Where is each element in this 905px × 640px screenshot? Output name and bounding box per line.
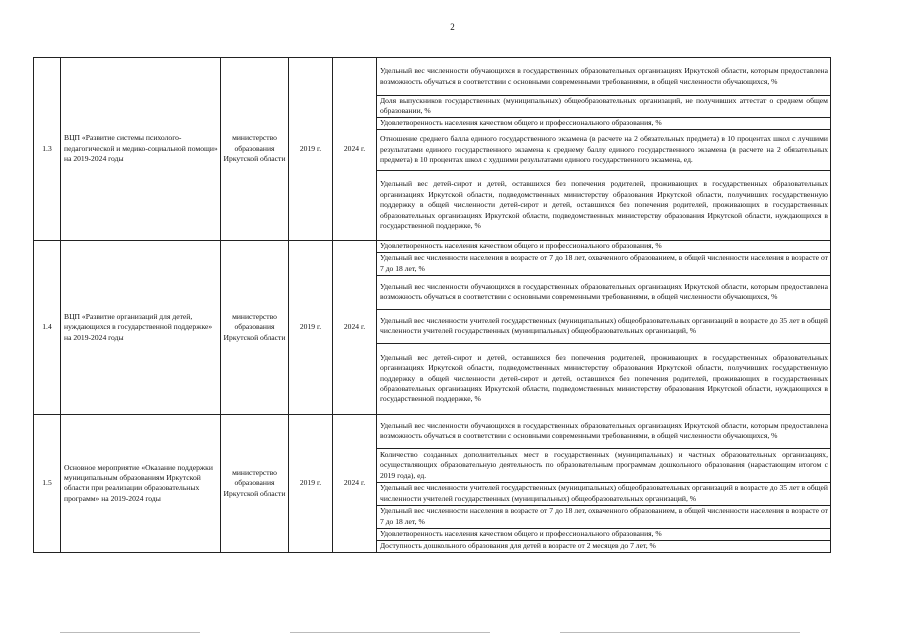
row-number: 1.3 (34, 58, 61, 241)
end-year: 2024 г. (333, 240, 377, 414)
start-year: 2019 г. (289, 240, 333, 414)
start-year: 2019 г. (289, 414, 333, 552)
indicator-text: Удовлетворенность населения качеством общего и профессионального образования, % (377, 528, 831, 540)
indicator-text: Удельный вес численности населения в возрасте от 7 до 18 лет, охваченного образованием, в общей численности населения в возрасте от 7 до 18 лет, % (377, 252, 831, 275)
row-number: 1.4 (34, 240, 61, 414)
indicator-text: Удельный вес численности обучающихся в государственных образовательных организациях Иркутской области, которым предоставлена возможность обучаться в соответствии с основными современными требованиями, в общей численности обучающихся, % (377, 414, 831, 448)
responsible-executor: министерство образования Иркутской области (221, 58, 289, 241)
indicator-row (34, 414, 831, 448)
indicator-text: Доля выпускников государственных (муниципальных) общеобразовательных организаций, не получивших аттестат о среднем общем образовании, % (377, 96, 831, 118)
indicator-text: Доступность дошкольного образования для детей в возрасте от 2 месяцев до 7 лет, % (377, 540, 831, 552)
indicator-text: Удельный вес численности обучающихся в государственных образовательных организациях Иркутской области, которым предоставлена возможность обучаться в соответствии с основными современными требованиями, в общей численности обучающихся, % (377, 58, 831, 96)
indicator-text: Удельный вес численности учителей государственных (муниципальных) общеобразовательных организаций в возрасте до 35 лет в общей численности учителей государственных (муниципальных) общеобразовательных организаций, % (377, 482, 831, 505)
indicator-text: Количество созданных дополнительных мест в государственных (муниципальных) и частных образовательных организациях, осуществляющих образовательную деятельность по образовательным программам дошкольного образования (нарастающим итогом с 2019 года), ед. (377, 448, 831, 482)
program-name: ВЦП «Развитие системы психолого-педагогической и медико-социальной помощи» на 2019-2024 годы (61, 58, 221, 241)
scan-artifact (60, 632, 200, 633)
page-number: 2 (450, 22, 455, 32)
responsible-executor: министерство образования Иркутской области (221, 414, 289, 552)
program-name: ВЦП «Развитие организаций для детей, нуждающихся в государственной поддержке» на 2019-2024 годы (61, 240, 221, 414)
indicator-text: Удельный вес детей-сирот и детей, оставшихся без попечения родителей, проживающих в государственных образовательных организациях Иркутской области, подведомственных министерству образования Иркутской области, получивших государственную поддержку в общей численности детей-сирот и детей, оставшихся без попечения родителей, проживающих в государственных образовательных организациях Иркутской области, подведомственных министерству образования Иркутской области, нуждающихся в государственной поддержке, % (377, 170, 831, 240)
responsible-executor: министерство образования Иркутской области (221, 240, 289, 414)
indicator-text: Удельный вес численности учителей государственных (муниципальных) общеобразовательных организаций в возрасте до 35 лет в общей численности учителей государственных (муниципальных) общеобразовательных организаций, % (377, 309, 831, 343)
scan-artifact (290, 632, 490, 633)
end-year: 2024 г. (333, 414, 377, 552)
program-table (33, 57, 831, 553)
indicator-row (34, 58, 831, 96)
indicator-text: Удельный вес численности населения в возрасте от 7 до 18 лет, охваченного образованием, в общей численности населения в возрасте от 7 до 18 лет, % (377, 505, 831, 528)
row-number: 1.5 (34, 414, 61, 552)
indicator-text: Удовлетворенность населения качеством общего и профессионального образования, % (377, 240, 831, 252)
scan-artifact (560, 632, 800, 633)
indicator-text: Удельный вес численности обучающихся в государственных образовательных организациях Иркутской области, которым предоставлена возможность обучаться в соответствии с основными современными требованиями, в общей численности обучающихся, % (377, 275, 831, 309)
end-year: 2024 г. (333, 58, 377, 241)
start-year: 2019 г. (289, 58, 333, 241)
indicator-row (34, 240, 831, 252)
indicator-text: Отношение среднего балла единого государственного экзамена (в расчете на 2 обязательных предмета) в 10 процентах школ с лучшими результатами единого государственного экзамена к среднему баллу единого государственного экзамена (в расчете на 2 обязательных предмета) в 10 процентах школ с худшими результатами единого государственного экзамена, ед. (377, 129, 831, 170)
indicator-text: Удельный вес детей-сирот и детей, оставшихся без попечения родителей, проживающих в государственных образовательных организациях Иркутской области, подведомственных министерству образования Иркутской области, получивших государственную поддержку в общей численности детей-сирот и детей, оставшихся без попечения родителей, проживающих в государственных образовательных организациях Иркутской области, подведомственных министерству образования Иркутской области, нуждающихся в государственной поддержке, % (377, 343, 831, 414)
program-name: Основное мероприятие «Оказание поддержки муниципальным образованиям Иркутской области при реализации образовательных программ» на 2019-2024 годы (61, 414, 221, 552)
indicator-text: Удовлетворенность населения качеством общего и профессионального образования, % (377, 117, 831, 129)
